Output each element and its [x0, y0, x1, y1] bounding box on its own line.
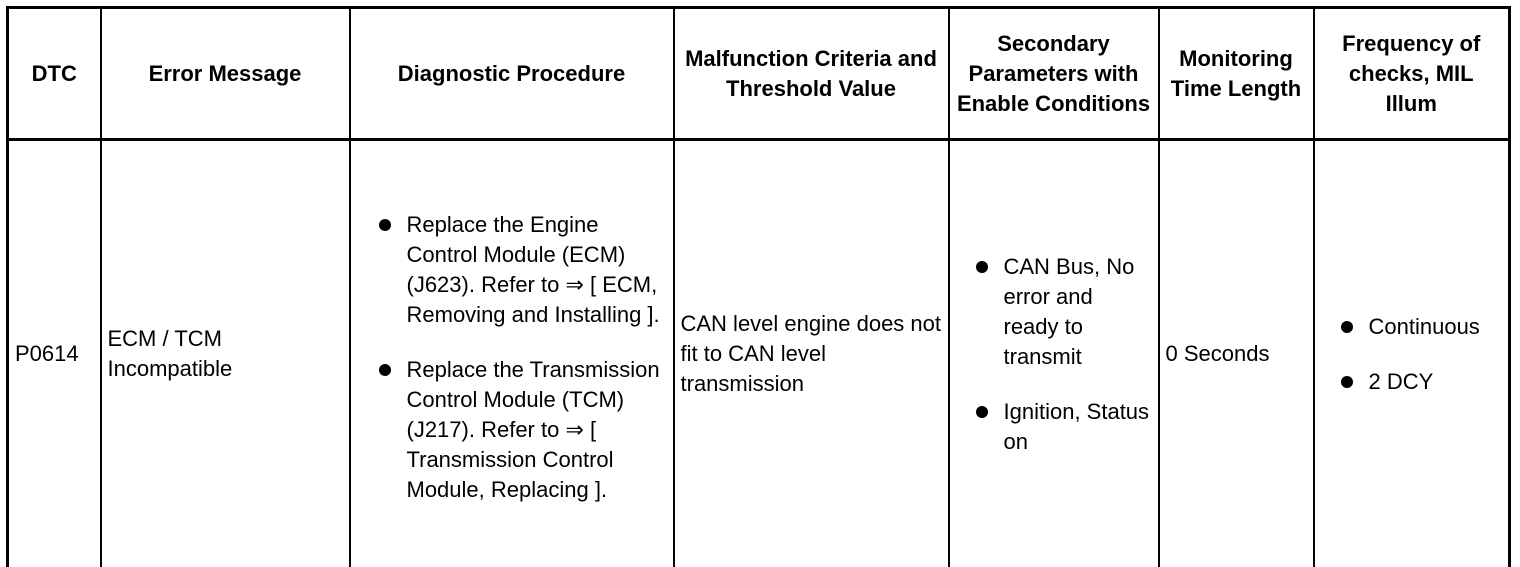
procedure-item: Replace the Transmission Control Module (TCM) (J217). Refer to ⇒ [ Transmission Control Module, Replacing ]. [377, 355, 667, 505]
parameters-list [956, 252, 1152, 457]
frequency-item: Continuous [1339, 312, 1503, 342]
header-row [8, 8, 1510, 140]
frequency-list [1321, 312, 1503, 397]
procedure-item: Replace the Engine Control Module (ECM) (J623). Refer to ⇒ [ ECM, Removing and Installing ]. [377, 210, 667, 330]
header-secondary-parameters: Secondary Parameters with Enable Conditions [949, 8, 1159, 140]
cell-secondary-parameters [949, 140, 1159, 567]
cell-monitoring-time: 0 Seconds [1159, 140, 1314, 567]
header-diagnostic-procedure: Diagnostic Procedure [350, 8, 674, 140]
cell-frequency [1314, 140, 1510, 567]
frequency-item: 2 DCY [1339, 367, 1503, 397]
dtc-table [6, 6, 1511, 567]
parameter-item: Ignition, Status on [974, 397, 1152, 457]
cell-error-message: ECM / TCM Incompatible [101, 140, 350, 567]
table-row [8, 140, 1510, 567]
procedure-list [357, 210, 667, 505]
cell-dtc: P0614 [8, 140, 101, 567]
header-error-message: Error Message [101, 8, 350, 140]
header-dtc: DTC [8, 8, 101, 140]
parameter-item: CAN Bus, No error and ready to transmit [974, 252, 1152, 372]
cell-malfunction-criteria: CAN level engine does not fit to CAN level transmission [674, 140, 949, 567]
header-malfunction-criteria: Malfunction Criteria and Threshold Value [674, 8, 949, 140]
cell-diagnostic-procedure [350, 140, 674, 567]
header-frequency: Frequency of checks, MIL Illum [1314, 8, 1510, 140]
header-monitoring-time: Monitoring Time Length [1159, 8, 1314, 140]
